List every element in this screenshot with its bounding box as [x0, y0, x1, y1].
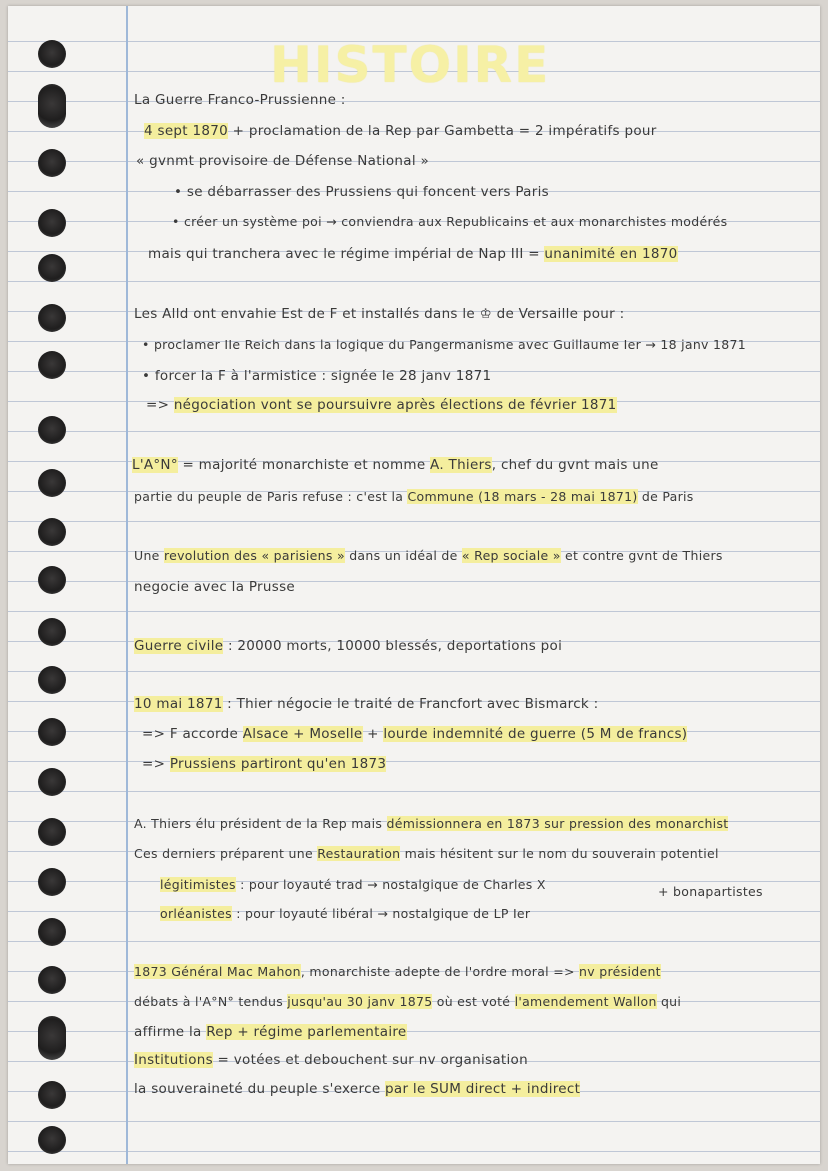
page-title: HISTOIRE — [270, 36, 551, 94]
bullet-item: • proclamer IIe Reich dans la logique du Pangermanisme avec Guillaume Ier → 18 janv 1871 — [142, 337, 747, 352]
text-line: => négociation vont se poursuivre après élections de février 1871 — [146, 397, 617, 413]
binder-hole-icon — [38, 469, 66, 497]
text-line: negocie avec la Prusse — [134, 579, 296, 595]
binder-hole-icon — [38, 918, 66, 946]
text-line: + bonapartistes — [658, 884, 763, 899]
highlight: A. Thiers — [430, 457, 492, 473]
highlight: revolution des « parisiens » — [163, 548, 345, 563]
binder-hole-icon — [38, 254, 66, 282]
highlight: L'A°N° — [132, 457, 178, 473]
bullet-item: • forcer la F à l'armistice : signée le 28 janv 1871 — [142, 368, 492, 384]
highlight: l'amendement Wallon — [514, 994, 657, 1009]
text-line: « gvnmt provisoire de Défense National » — [136, 153, 430, 169]
text-line: Une revolution des « parisiens » dans un idéal de « Rep sociale » et contre gvnt de Thiers — [134, 548, 723, 563]
highlight: nv président — [579, 964, 661, 979]
text-line: A. Thiers élu président de la Rep mais démissionnera en 1873 sur pression des monarchist — [134, 816, 729, 831]
binder-hole-icon — [38, 966, 66, 994]
binder-hole-icon — [38, 718, 66, 746]
highlight: « Rep sociale » — [461, 548, 561, 563]
binder-hole-icon — [38, 304, 66, 332]
binder-hole-icon — [38, 566, 66, 594]
text-line: => Prussiens partiront qu'en 1873 — [142, 756, 387, 772]
text-line: affirme la Rep + régime parlementaire — [134, 1024, 407, 1040]
text-line: 4 sept 1870 + proclamation de la Rep par Gambetta = 2 impératifs pour — [144, 123, 657, 139]
highlight: Alsace + Moselle — [242, 726, 363, 742]
text-line: débats à l'A°N° tendus jusqu'au 30 janv 1875 où est voté l'amendement Wallon qui — [134, 994, 682, 1009]
notebook-page — [8, 6, 820, 1164]
binder-hole-icon — [38, 209, 66, 237]
highlight: Rep + régime parlementaire — [206, 1024, 407, 1040]
bullet-item: • créer un système poi → conviendra aux Republicains et aux monarchistes modérés — [172, 214, 728, 229]
text-line: L'A°N° = majorité monarchiste et nomme A. Thiers, chef du gvnt mais une — [132, 457, 659, 473]
highlight: Guerre civile — [134, 638, 224, 654]
text-line: Guerre civile : 20000 morts, 10000 blessés, deportations poi — [134, 638, 563, 654]
bullet-item: • se débarrasser des Prussiens qui foncent vers Paris — [174, 184, 549, 200]
binder-hole-icon — [38, 416, 66, 444]
highlight: par le SUM direct + indirect — [385, 1081, 581, 1097]
highlight: unanimité en 1870 — [544, 246, 678, 262]
binder-hole-icon — [38, 618, 66, 646]
highlight: Prussiens partiront qu'en 1873 — [169, 756, 387, 772]
text-line: => F accorde Alsace + Moselle + lourde indemnité de guerre (5 M de francs) — [142, 726, 688, 742]
text-line: Ces derniers préparent une Restauration mais hésitent sur le nom du souverain potentiel — [134, 846, 719, 861]
margin-line — [126, 6, 128, 1164]
text-line: la souveraineté du peuple s'exerce par le SUM direct + indirect — [134, 1081, 581, 1097]
binder-hole-icon — [38, 40, 66, 68]
highlight: Commune (18 mars - 28 mai 1871) — [407, 489, 638, 504]
highlight: légitimistes — [160, 877, 236, 892]
binder-hole-icon — [38, 149, 66, 177]
binder-hole-icon — [38, 518, 66, 546]
binder-hole-icon — [38, 84, 66, 128]
binder-hole-icon — [38, 666, 66, 694]
binder-hole-icon — [38, 1081, 66, 1109]
text-line: légitimistes : pour loyauté trad → nostalgique de Charles X — [160, 877, 546, 892]
binder-hole-icon — [38, 1126, 66, 1154]
binder-hole-icon — [38, 1016, 66, 1060]
highlight: jusqu'au 30 janv 1875 — [287, 994, 433, 1009]
highlight: lourde indemnité de guerre (5 M de francs) — [383, 726, 688, 742]
text-line: 10 mai 1871 : Thier négocie le traité de Francfort avec Bismarck : — [134, 696, 599, 712]
text-line: mais qui tranchera avec le régime impérial de Nap III = unanimité en 1870 — [148, 246, 678, 262]
highlight: 1873 — [134, 964, 168, 979]
binder-hole-icon — [38, 868, 66, 896]
highlight: 4 sept 1870 — [144, 123, 229, 139]
binder-hole-icon — [38, 768, 66, 796]
text-line: La Guerre Franco-Prussienne : — [134, 92, 346, 108]
text-line: orléanistes : pour loyauté libéral → nostalgique de LP Ier — [160, 906, 531, 921]
binder-hole-icon — [38, 818, 66, 846]
text-line: Institutions = votées et debouchent sur nv organisation — [134, 1052, 528, 1068]
highlight: Institutions — [134, 1052, 213, 1068]
highlight: démissionnera en 1873 sur pression des monarchist — [386, 816, 729, 831]
highlight: 10 mai 1871 — [134, 696, 223, 712]
text-line: partie du peuple de Paris refuse : c'est la Commune (18 mars - 28 mai 1871) de Paris — [134, 489, 694, 504]
highlight: Restauration — [317, 846, 401, 861]
highlight: négociation vont se poursuivre après élections de février 1871 — [173, 397, 617, 413]
text-line: 1873 Général Mac Mahon, monarchiste adepte de l'ordre moral => nv président — [134, 964, 661, 979]
binder-hole-icon — [38, 351, 66, 379]
highlight: Général Mac Mahon — [167, 964, 301, 979]
highlight: orléanistes — [160, 906, 232, 921]
text-line: Les Alld ont envahie Est de F et installés dans le ♔ de Versaille pour : — [134, 306, 625, 322]
